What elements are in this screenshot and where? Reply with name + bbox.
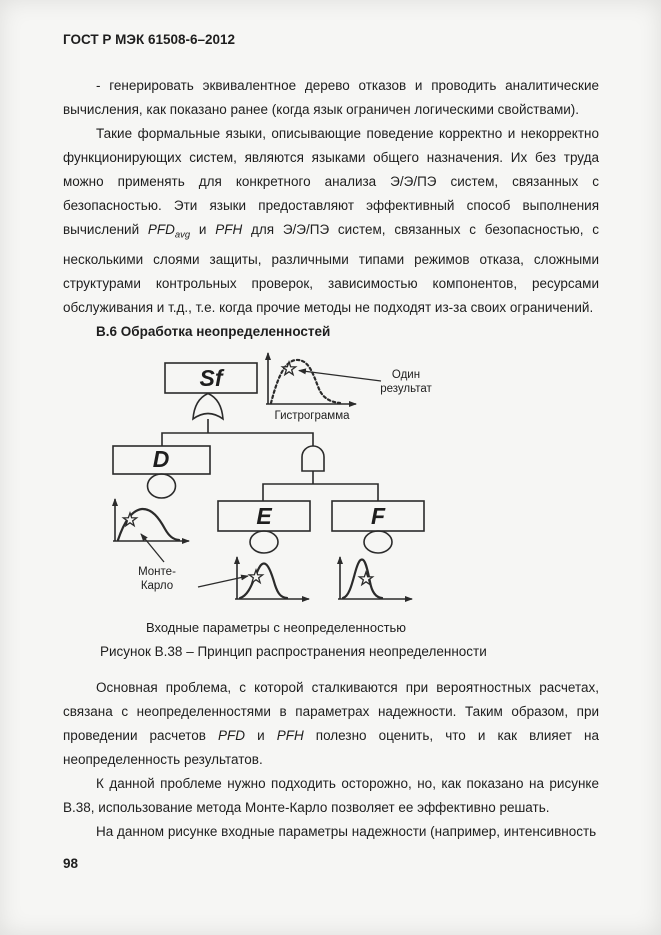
and-gate-icon	[302, 446, 324, 471]
paragraph-text: и	[190, 222, 216, 237]
one-result-label-line2: результат	[380, 382, 432, 395]
monte-carlo-label-line2: Карло	[140, 579, 174, 592]
paragraph-formal-languages	[63, 122, 599, 320]
paragraph-text: Основная проблема, с которой сталкиваются при вероятностных расчетах, связана с неопределенностями в параметрах надежности. Таким образом, при проведении расчетов	[63, 679, 599, 743]
or-gate-icon	[193, 393, 223, 419]
monte-carlo-arrow-e	[198, 576, 248, 587]
node-label-d: D	[152, 445, 170, 472]
paragraph-monte-carlo: К данной проблеме нужно подходить осторожно, но, как показано на рисунке В.38, использование метода Монте-Карло позволяет ее эффективно решать.	[63, 775, 599, 815]
histogram-label: Гистрограмма	[274, 409, 350, 422]
star-icon	[249, 570, 262, 583]
paragraph-list-item: - генерировать эквивалентное дерево отказов и проводить аналитические вычисления, как показано ранее (когда язык ограничен логическими свойствами).	[63, 78, 599, 117]
section-heading: В.6 Обработка неопределенностей	[96, 323, 331, 339]
paragraph-text: и	[245, 727, 277, 743]
figure-caption: Рисунок В.38 – Принцип распространения неопределенности	[100, 643, 487, 659]
paragraph-text: для Э/Э/ПЭ систем, связанных с безопасностью, с несколькими слоями защиты, различными типами режимов отказа, сложными структурами контрольных проверок, зависимостью компонентов, ресурсами обслуживания и т.д., т.е. когда прочие методы не подходят из-за своих ограничений.	[63, 222, 599, 315]
pfh-term: PFH	[276, 727, 304, 743]
paragraph-text: Такие формальные языки, описывающие поведение корректно и некорректно функционирующих систем, являются языками общего назначения. Их без труда можно применять для конкретного анализа Э/Э/ПЭ систем, связанных с безопасностью. Эти языки предоставляют эффективный способ выполнения вычислений	[63, 126, 599, 237]
pfd-term-text: PFD	[147, 222, 175, 237]
node-label-sf: Sf	[199, 364, 223, 391]
paragraph-main-problem	[63, 676, 599, 772]
pfd-term: PFD	[218, 727, 246, 743]
pfd-avg-subscript: avg	[174, 229, 191, 241]
doc-header-title: ГОСТ Р МЭК 61508-6–2012	[63, 32, 236, 47]
distribution-e-curve	[240, 563, 287, 598]
paragraph-text: полезно оценить, что и как влияет на неопределенность результатов.	[63, 727, 599, 767]
page-number: 98	[63, 856, 79, 871]
distribution-plot-e	[235, 557, 309, 599]
star-icon	[282, 362, 295, 375]
node-label-e: E	[256, 502, 272, 529]
diagram-bottom-caption: Входные параметры с неопределенностью	[145, 619, 407, 635]
one-result-label-line1: Один	[391, 368, 421, 381]
uncertainty-propagation-diagram	[100, 346, 440, 636]
basic-event-circle-e	[250, 531, 278, 553]
histogram-plot	[266, 353, 356, 404]
distribution-plot-f	[338, 557, 412, 599]
basic-event-circle-f	[364, 531, 392, 553]
basic-event-circle-d	[148, 474, 176, 498]
distribution-plot-d	[113, 499, 189, 541]
one-result-arrow	[299, 370, 381, 381]
pfh-term: PFH	[215, 222, 243, 237]
monte-carlo-arrow-d	[141, 534, 164, 562]
node-label-f: F	[370, 502, 386, 529]
paragraph-input-parameters: На данном рисунке входные параметры надежности (например, интенсивность	[96, 823, 597, 839]
monte-carlo-label-line1: Монте-	[138, 565, 176, 578]
pfd-avg-term	[147, 222, 191, 241]
